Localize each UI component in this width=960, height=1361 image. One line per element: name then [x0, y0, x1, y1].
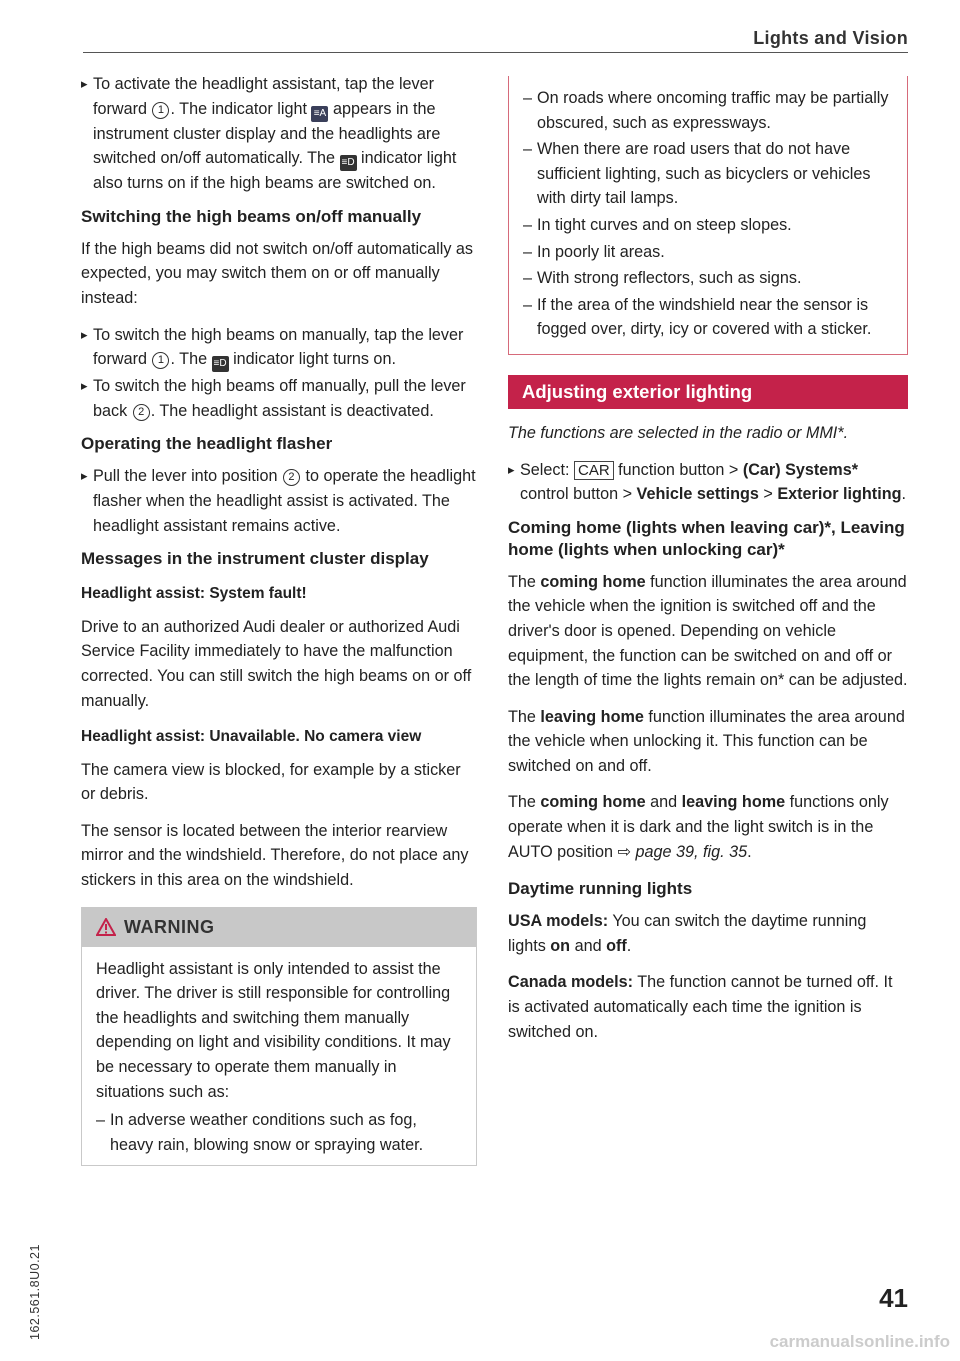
list-item: – With strong reflectors, such as signs.	[523, 266, 893, 291]
text: You can switch the daytime running lights	[508, 912, 867, 955]
text: appears in the instrument cluster display and the headlights are switched on/off automatically. The	[93, 99, 441, 168]
text: Pull the lever into position	[93, 467, 282, 486]
text: coming home	[540, 572, 646, 591]
text: function illuminates the area around the vehicle when the ignition is switched off and the driver's door is opened. Depending on vehicle equipment, the function can be switched on and off or the length of time the lights remain on* can be adjusted.	[508, 572, 908, 690]
para-coming-home	[508, 570, 908, 693]
para-canada	[508, 970, 908, 1044]
intro-text: The functions are selected in the radio or MMI*.	[508, 423, 849, 442]
heading-unavailable: Headlight assist: Unavailable. No camera view	[81, 728, 422, 746]
text: control button >	[520, 485, 637, 504]
watermark: carmanualsonline.info	[769, 1332, 950, 1351]
bullet-off	[81, 374, 477, 423]
text: The function cannot be turned off. It is activated automatically each time the ignition is switched on.	[508, 973, 893, 1041]
text: . The	[170, 350, 212, 369]
heading-flasher: Operating the headlight flasher	[81, 434, 333, 454]
text: The	[508, 707, 541, 726]
warning-header	[82, 907, 476, 947]
text: (Car) Systems*	[742, 460, 858, 479]
bullet-select	[508, 458, 908, 507]
section-title: Lights and Vision	[753, 28, 908, 48]
text: off	[606, 936, 627, 955]
text: indicator light turns on.	[228, 350, 396, 369]
headlight-assist-indicator-icon: ≡A	[311, 106, 328, 122]
text: .	[901, 485, 906, 504]
callout-2: 2	[283, 469, 300, 486]
warning-continuation-box	[508, 76, 908, 355]
text: To activate the headlight assistant, tap the lever forward	[93, 75, 435, 118]
warning-body	[82, 947, 476, 1166]
high-beam-indicator-icon: ≡D	[212, 356, 229, 372]
text: Vehicle settings	[636, 485, 759, 504]
car-button-label: CAR	[574, 461, 614, 480]
bullet-flasher	[81, 464, 477, 538]
para-both	[508, 790, 908, 864]
text: Exterior lighting	[777, 485, 902, 504]
heading-coming-home: Coming home (lights when leaving car)*, Leaving home (lights when unlocking car)*	[508, 517, 905, 559]
text: To switch the high beams on manually, tap the lever forward	[93, 325, 464, 369]
warning-title: WARNING	[124, 916, 215, 937]
heading-messages: Messages in the instrument cluster display	[81, 549, 429, 569]
text: on	[550, 936, 571, 955]
callout-2: 2	[133, 404, 150, 421]
text: coming home	[540, 793, 646, 812]
warning-text: Headlight assistant is only intended to assist the driver. The driver is still responsible for controlling the headlights and switching them manually depending on light and visibility conditions. It may be necessary to operate them manually in situations such as:	[96, 959, 451, 1101]
side-code	[28, 1200, 52, 1360]
text: and	[645, 793, 682, 812]
text: Select:	[520, 460, 574, 479]
heading-fault: Headlight assist: System fault!	[81, 585, 307, 603]
warning-item: – In adverse weather conditions such as fog, heavy rain, blowing snow or spraying water.	[96, 1108, 462, 1157]
side-code-text: 162.561.8U0.21	[28, 1244, 42, 1340]
list-item: – When there are road users that do not have sufficient lighting, such as bicyclers or vehicles with dirty tail lamps.	[523, 137, 893, 211]
list-item: – On roads where oncoming traffic may be partially obscured, such as expressways.	[523, 86, 893, 135]
para-usa	[508, 909, 908, 958]
text: .	[626, 936, 632, 955]
para-unavailable: The camera view is blocked, for example by a sticker or debris.	[81, 760, 461, 804]
text: . The indicator light	[170, 99, 312, 118]
para-manual: If the high beams did not switch on/off automatically as expected, you may switch them on or off manually instead:	[81, 239, 474, 307]
text: To switch the high beams off manually, pull the lever back	[93, 377, 466, 420]
text: The	[508, 793, 541, 812]
right-column	[508, 72, 908, 1056]
text: function illuminates the area around the vehicle when unlocking it. This function can be switched on and off.	[508, 707, 905, 775]
left-column	[81, 72, 477, 1166]
text: leaving home	[681, 793, 786, 812]
bullet-activate	[81, 72, 477, 196]
warning-triangle-icon	[96, 916, 116, 944]
callout-1: 1	[152, 102, 169, 119]
callout-1: 1	[152, 352, 169, 369]
para-sensor: The sensor is located between the interior rearview mirror and the windshield. Therefore, do not place any stickers in this area on the windshield.	[81, 821, 469, 890]
heading-manual: Switching the high beams on/off manually	[81, 206, 422, 226]
text: >	[758, 485, 778, 504]
section-band: Adjusting exterior lighting	[508, 375, 908, 409]
para-fault: Drive to an authorized Audi dealer or authorized Audi Service Facility immediately to have the malfunction corrected. You can still switch the high beams on or off manually.	[81, 617, 472, 710]
bullet-on	[81, 323, 477, 373]
para-leaving-home	[508, 705, 908, 779]
text: .	[747, 842, 752, 861]
text: The	[508, 572, 541, 591]
warning-box	[81, 907, 477, 1167]
text: to operate the headlight flasher when the headlight assist is activated. The headlight assistant remains active.	[93, 467, 476, 535]
text: . The headlight assistant is deactivated.	[150, 401, 434, 420]
page-header	[83, 22, 908, 53]
text: and	[570, 936, 607, 955]
list-item: – In poorly lit areas.	[523, 240, 893, 265]
text: USA models:	[508, 912, 609, 931]
page-reference-link[interactable]: ⇨ page 39, fig. 35	[617, 842, 748, 861]
high-beam-indicator-icon: ≡D	[340, 155, 357, 171]
text: functions only operate when it is dark and the light switch is in the AUTO position	[508, 793, 889, 861]
text: function button >	[613, 460, 743, 479]
list-item: – In tight curves and on steep slopes.	[523, 213, 893, 238]
text: leaving home	[540, 707, 644, 726]
text: indicator light also turns on if the high beams are switched on.	[93, 149, 457, 193]
page-number: 41	[879, 1283, 908, 1313]
text: Canada models:	[508, 973, 634, 992]
heading-drl: Daytime running lights	[508, 879, 693, 899]
list-item: – If the area of the windshield near the sensor is fogged over, dirty, icy or covered with a sticker.	[523, 293, 893, 342]
